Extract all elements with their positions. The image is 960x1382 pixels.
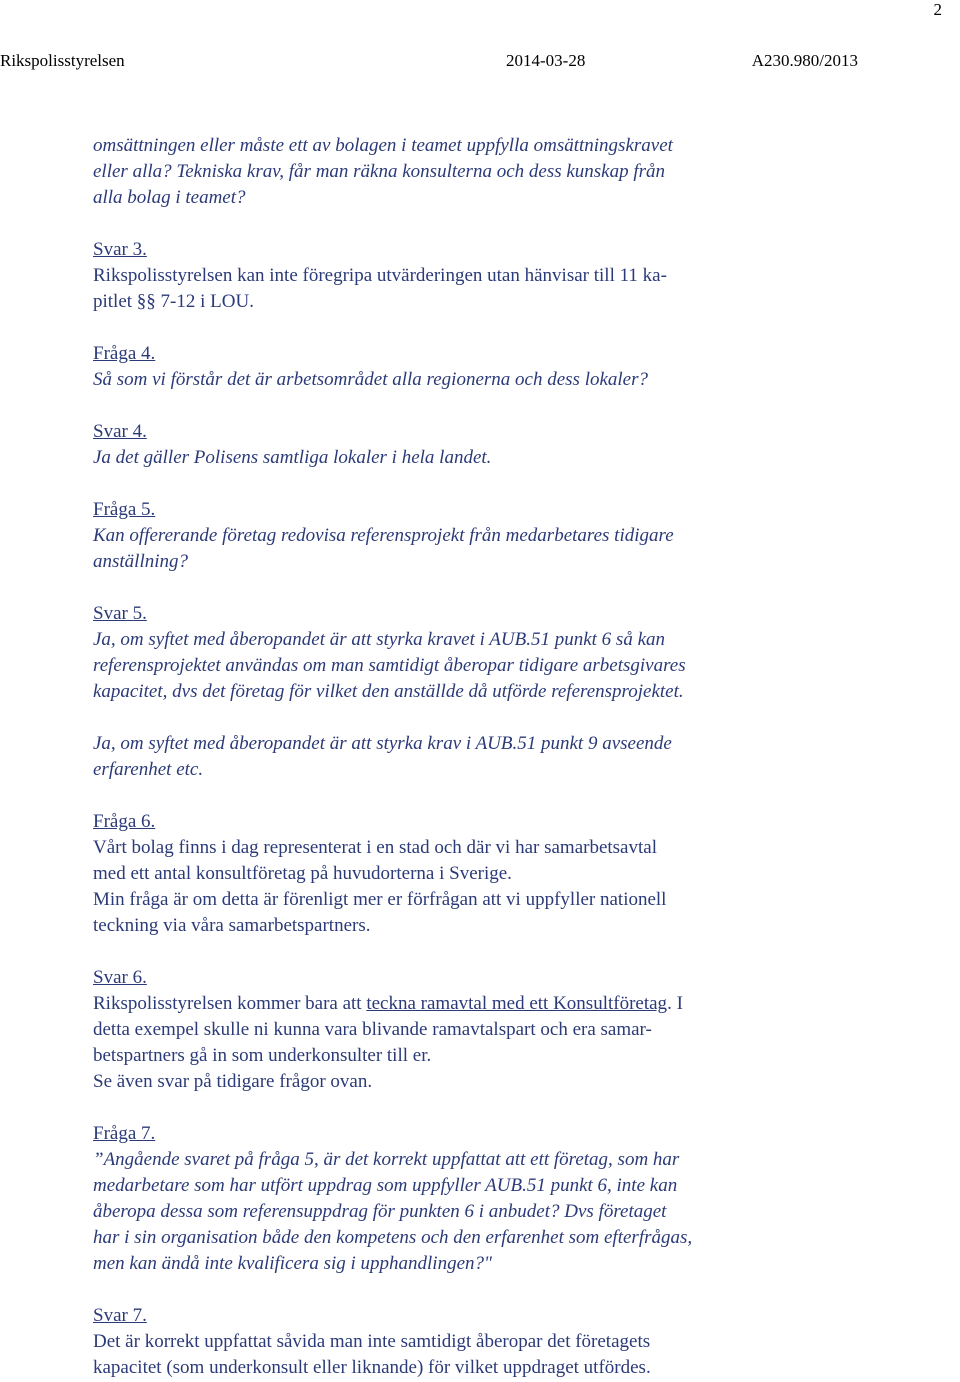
intro-line: alla bolag i teamet?	[93, 187, 246, 208]
fraga-7-line: har i sin organisation både den kompetens och den erfarenhet som efterfrågas,	[93, 1227, 693, 1248]
svar-5-line: kapacitet, dvs det företag för vilket den anställde då utförde referensprojektet.	[93, 681, 684, 702]
fraga-4-label: Fråga 4.	[93, 343, 156, 364]
fraga-7-line: men kan ändå inte kvalificera sig i upphandlingen?"	[93, 1253, 492, 1274]
fraga-6-label: Fråga 6.	[93, 811, 156, 832]
fraga-6-line: Vårt bolag finns i dag representerat i en stad och där vi har samarbetsavtal	[93, 837, 657, 858]
svar-5-line: Ja, om syftet med åberopandet är att styrka kravet i AUB.51 punkt 6 så kan	[93, 629, 666, 650]
fraga-4	[93, 341, 893, 393]
fraga-5-line: Kan offererande företag redovisa referensprojekt från medarbetares tidigare	[93, 525, 674, 546]
svar-5-line: erfarenhet etc.	[93, 759, 204, 780]
header-reference: A230.980/2013	[751, 51, 858, 70]
page-number: 2	[933, 0, 942, 19]
svar-3-line: Rikspolisstyrelsen kan inte föregripa utvärderingen utan hänvisar till 11 ka-	[93, 265, 667, 286]
page-header	[0, 51, 960, 73]
svar-7-line: Det är korrekt uppfattat såvida man inte samtidigt åberopar det företagets	[93, 1331, 651, 1352]
svar-6-line: detta exempel skulle ni kunna vara blivande ramavtalspart och era samar-	[93, 1019, 652, 1040]
intro-paragraph	[93, 133, 893, 211]
svar-3-label: Svar 3.	[93, 239, 147, 260]
svar-5	[93, 601, 893, 705]
intro-line: eller alla? Tekniska krav, får man räkna konsulterna och dess kunskap från	[93, 161, 666, 182]
svar-3-line: pitlet §§ 7-12 i LOU.	[93, 291, 254, 312]
intro-line: omsättningen eller måste ett av bolagen i teamet uppfylla omsättningskravet	[93, 135, 673, 156]
fraga-6-line: teckning via våra samarbetspartners.	[93, 915, 371, 936]
fraga-7-line: medarbetare som har utfört uppdrag som uppfyller AUB.51 punkt 6, inte kan	[93, 1175, 678, 1196]
svar-7	[93, 1303, 893, 1381]
svar-5-second-paragraph	[93, 731, 893, 783]
svar-5-line: referensprojektet användas om man samtidigt åberopar tidigare arbetsgivares	[93, 655, 686, 676]
document-body	[93, 133, 893, 1381]
header-org: Rikspolisstyrelsen	[0, 51, 125, 70]
svar-6-label: Svar 6.	[93, 967, 147, 988]
svar-6-line: betspartners gå in som underkonsulter till er.	[93, 1045, 432, 1066]
svar-6	[93, 965, 893, 1095]
fraga-5-line: anställning?	[93, 551, 189, 572]
svar-6-line-end: . I	[667, 993, 683, 1014]
fraga-4-line: Så som vi förstår det är arbetsområdet alla regionerna och dess lokaler?	[93, 369, 649, 390]
svar-6-line: Se även svar på tidigare frågor ovan.	[93, 1071, 373, 1092]
fraga-5	[93, 497, 893, 575]
fraga-6-line: Min fråga är om detta är förenligt mer er förfrågan att vi uppfyller nationell	[93, 889, 667, 910]
svar-7-line: kapacitet (som underkonsult eller liknande) för vilket uppdraget utfördes.	[93, 1357, 651, 1378]
fraga-6-line: med ett antal konsultföretag på huvudorterna i Sverige.	[93, 863, 512, 884]
fraga-5-label: Fråga 5.	[93, 499, 156, 520]
framework-agreement-link[interactable]: teckna ramavtal med ett Konsultföretag	[366, 993, 668, 1014]
svar-6-line	[93, 991, 893, 1017]
header-date: 2014-03-28	[506, 51, 586, 70]
svar-7-label: Svar 7.	[93, 1305, 147, 1326]
svar-6-line-start: Rikspolisstyrelsen kommer bara att	[93, 993, 367, 1014]
fraga-7-line: åberopa dessa som referensuppdrag för punkten 6 i anbudet? Dvs företaget	[93, 1201, 667, 1222]
svar-5-line: Ja, om syftet med åberopandet är att styrka krav i AUB.51 punkt 9 avseende	[93, 733, 672, 754]
svar-4-label: Svar 4.	[93, 421, 147, 442]
fraga-6	[93, 809, 893, 939]
fraga-7-line: ”Angående svaret på fråga 5, är det korrekt uppfattat att ett företag, som har	[93, 1149, 680, 1170]
fraga-7-label: Fråga 7.	[93, 1123, 156, 1144]
svar-4-line: Ja det gäller Polisens samtliga lokaler i hela landet.	[93, 447, 492, 468]
svar-4	[93, 419, 893, 471]
fraga-7	[93, 1121, 893, 1277]
svar-3	[93, 237, 893, 315]
svar-5-label: Svar 5.	[93, 603, 147, 624]
